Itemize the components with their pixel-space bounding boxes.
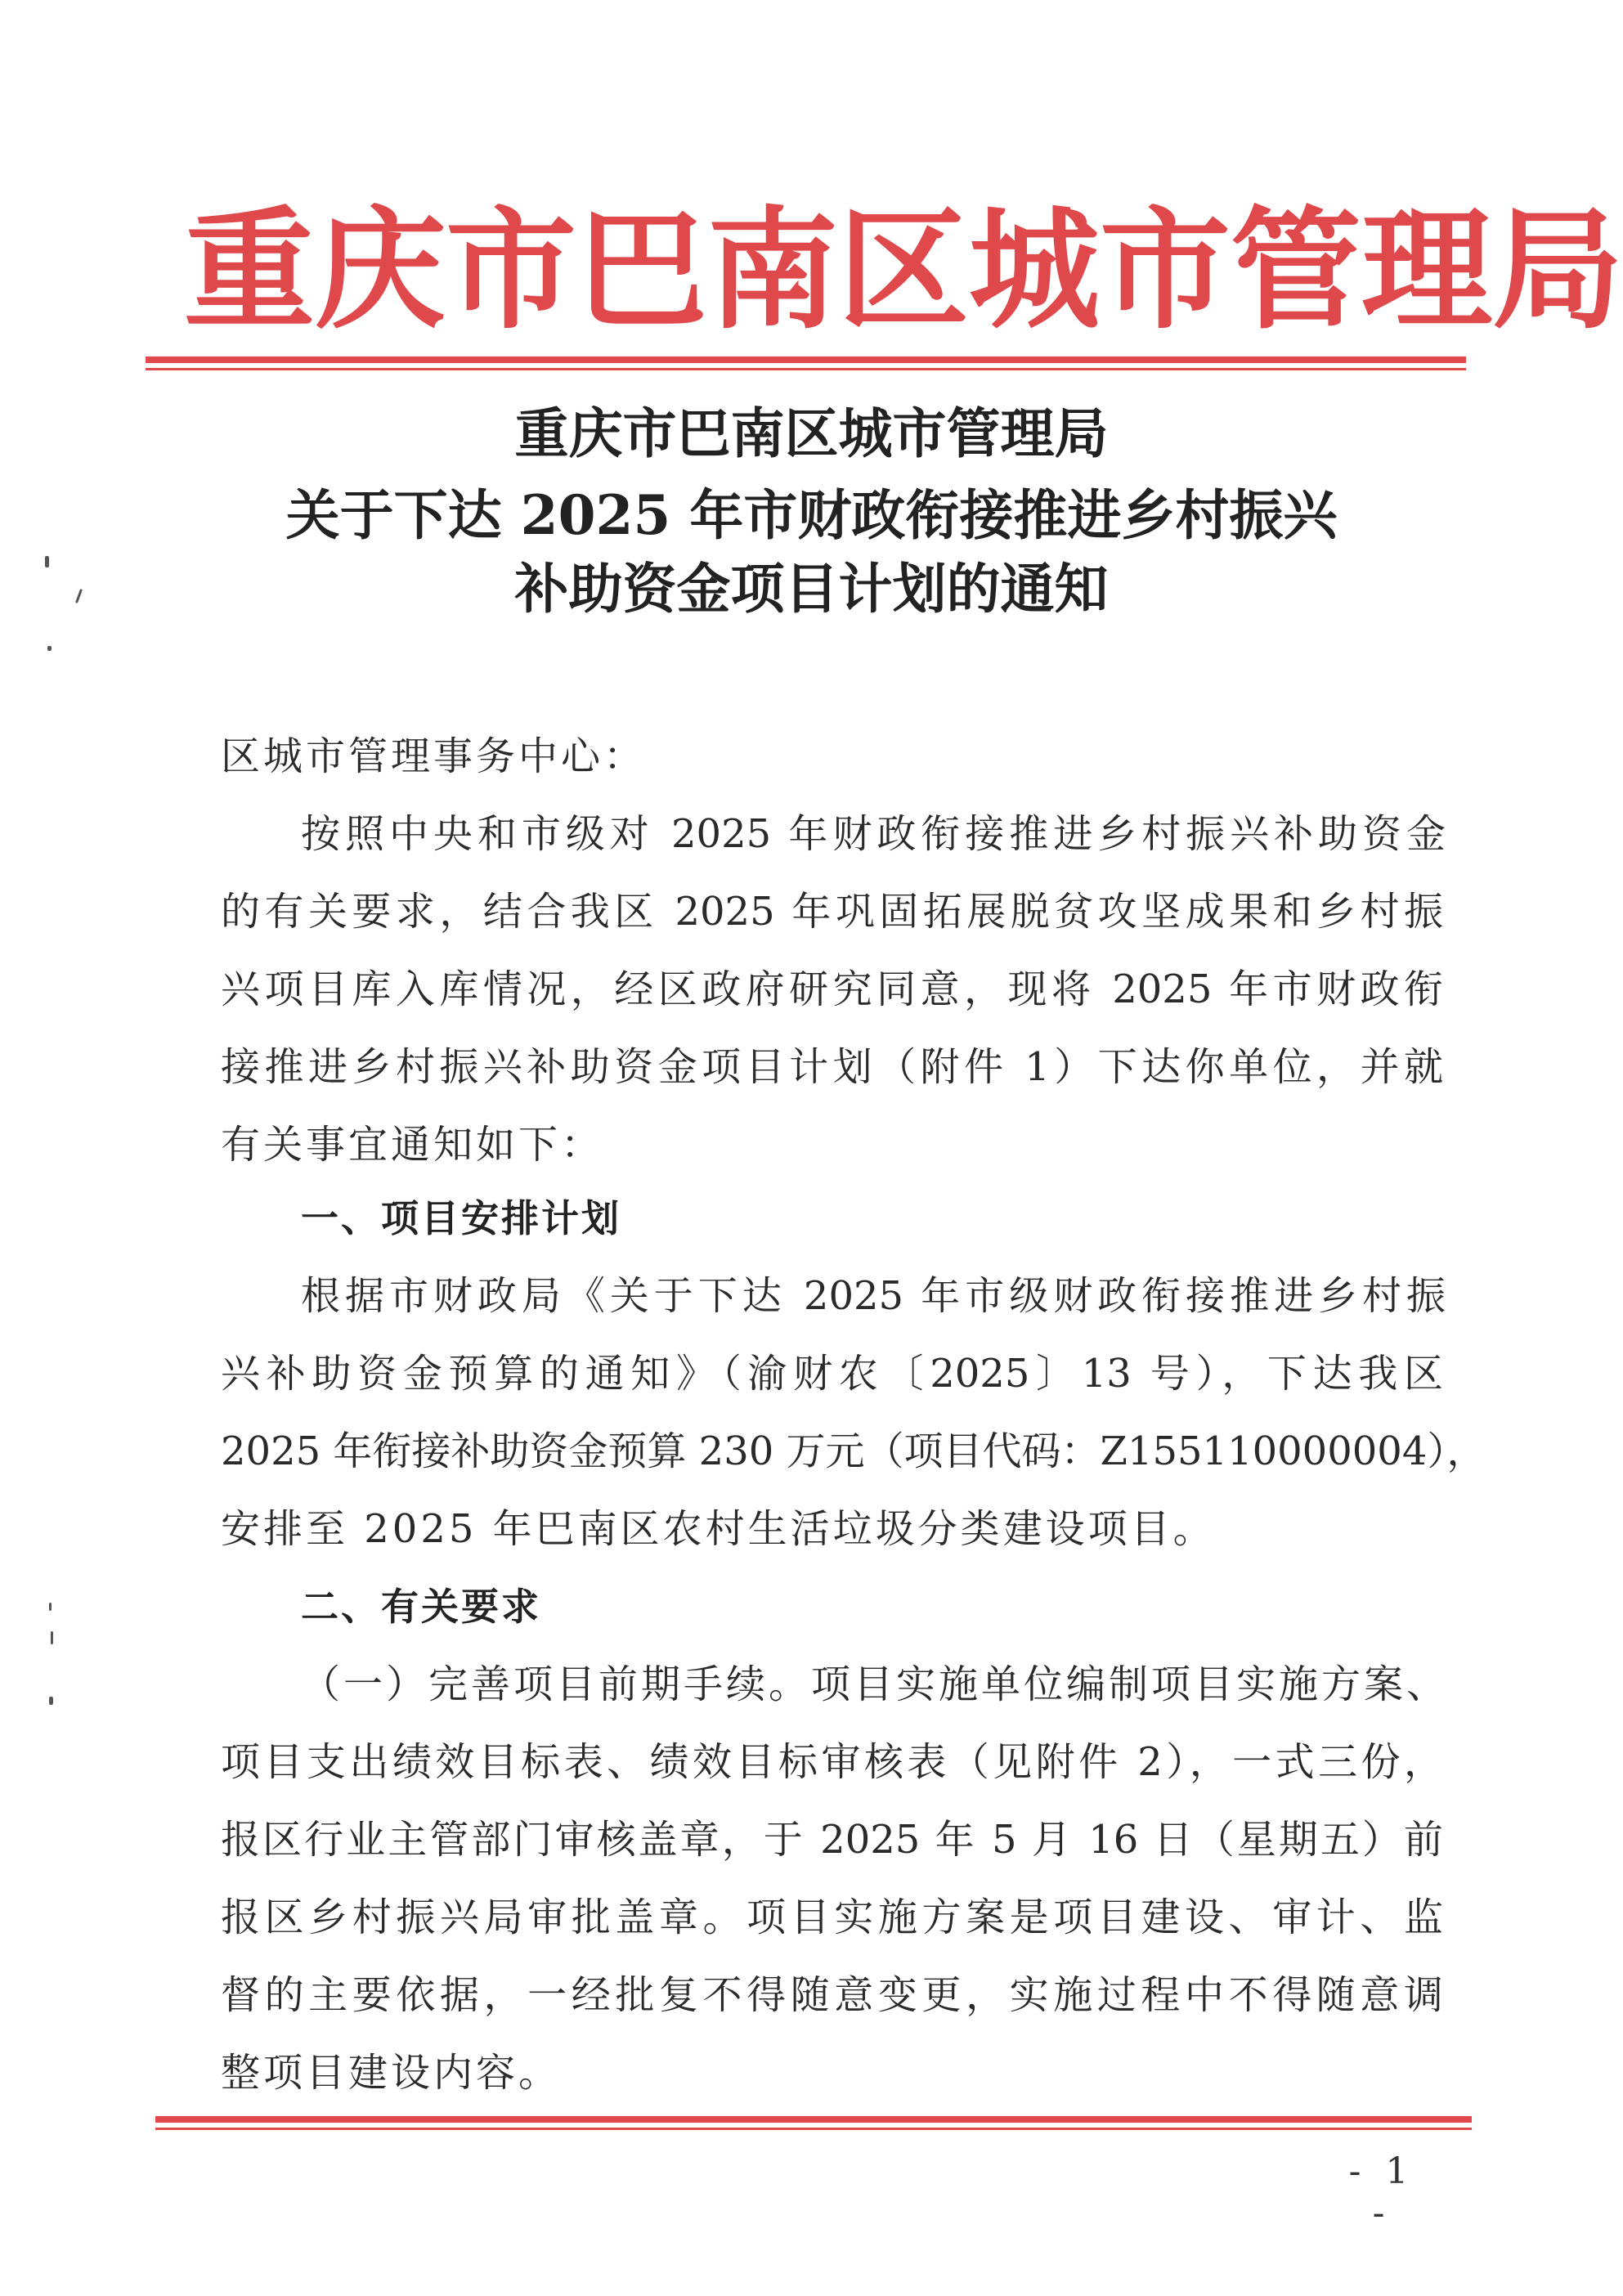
masthead-rule-thick	[146, 357, 1466, 363]
section2-line: 报区乡村振兴局审批盖章。项目实施方案是项目建设、审计、监	[221, 1895, 1443, 1940]
scan-speck	[45, 556, 49, 567]
masthead-rule-thin	[146, 368, 1466, 370]
scan-speck	[49, 1603, 52, 1611]
document-title-line: 补助资金项目计划的通知	[514, 557, 1109, 621]
section2-line: 督的主要依据，一经批复不得随意变更，实施过程中不得随意调	[221, 1972, 1443, 2018]
scan-speck	[47, 646, 52, 651]
intro-line: 接推进乡村振兴补助资金项目计划（附件 1）下达你单位，并就	[221, 1044, 1443, 1090]
scan-speck	[51, 1631, 53, 1644]
section1-line: 兴补助资金预算的通知》（渝财农〔2025〕13 号），下达我区	[221, 1351, 1443, 1397]
intro-line: 按照中央和市级对 2025 年财政衔接推进乡村振兴补助资金	[301, 811, 1446, 857]
section1-line: 根据市财政局《关于下达 2025 年市级财政衔接推进乡村振	[301, 1273, 1446, 1319]
section2-line: 报区行业主管部门审核盖章，于 2025 年 5 月 16 日（星期五）前	[221, 1817, 1443, 1863]
intro-line: 的有关要求，结合我区 2025 年巩固拓展脱贫攻坚成果和乡村振	[221, 889, 1443, 935]
section2-line: 项目支出绩效目标表、绩效目标审核表（见附件 2），一式三份，	[221, 1739, 1443, 1785]
page-number: - 1 -	[1348, 2150, 1415, 2234]
section-heading: 二、有关要求	[301, 1585, 541, 1629]
recipient: 区城市管理事务中心：	[221, 733, 647, 779]
section2-line: （一）完善项目前期手续。项目实施单位编制项目实施方案、	[301, 1661, 1446, 1707]
scan-speck	[75, 589, 83, 603]
section2-line: 整项目建设内容。	[221, 2050, 562, 2096]
section1-line: 安排至 2025 年巴南区农村生活垃圾分类建设项目。	[221, 1506, 1216, 1552]
section1-line: 2025 年衔接补助资金预算 230 万元（项目代码：Z155110000004），	[221, 1428, 1486, 1474]
scan-speck	[49, 1697, 53, 1705]
footer-rule-thin	[155, 2128, 1472, 2130]
intro-line: 兴项目库入库情况，经区政府研究同意，现将 2025 年市财政衔	[221, 966, 1443, 1012]
section-heading: 一、项目安排计划	[301, 1196, 621, 1240]
intro-line: 有关事宜通知如下：	[221, 1122, 604, 1168]
document-title-line: 关于下达 2025 年市财政衔接推进乡村振兴	[285, 483, 1338, 547]
masthead: 重庆市巴南区城市管理局	[184, 193, 1623, 347]
footer-rule-thick	[155, 2116, 1472, 2123]
document-title-line: 重庆市巴南区城市管理局	[514, 401, 1109, 465]
